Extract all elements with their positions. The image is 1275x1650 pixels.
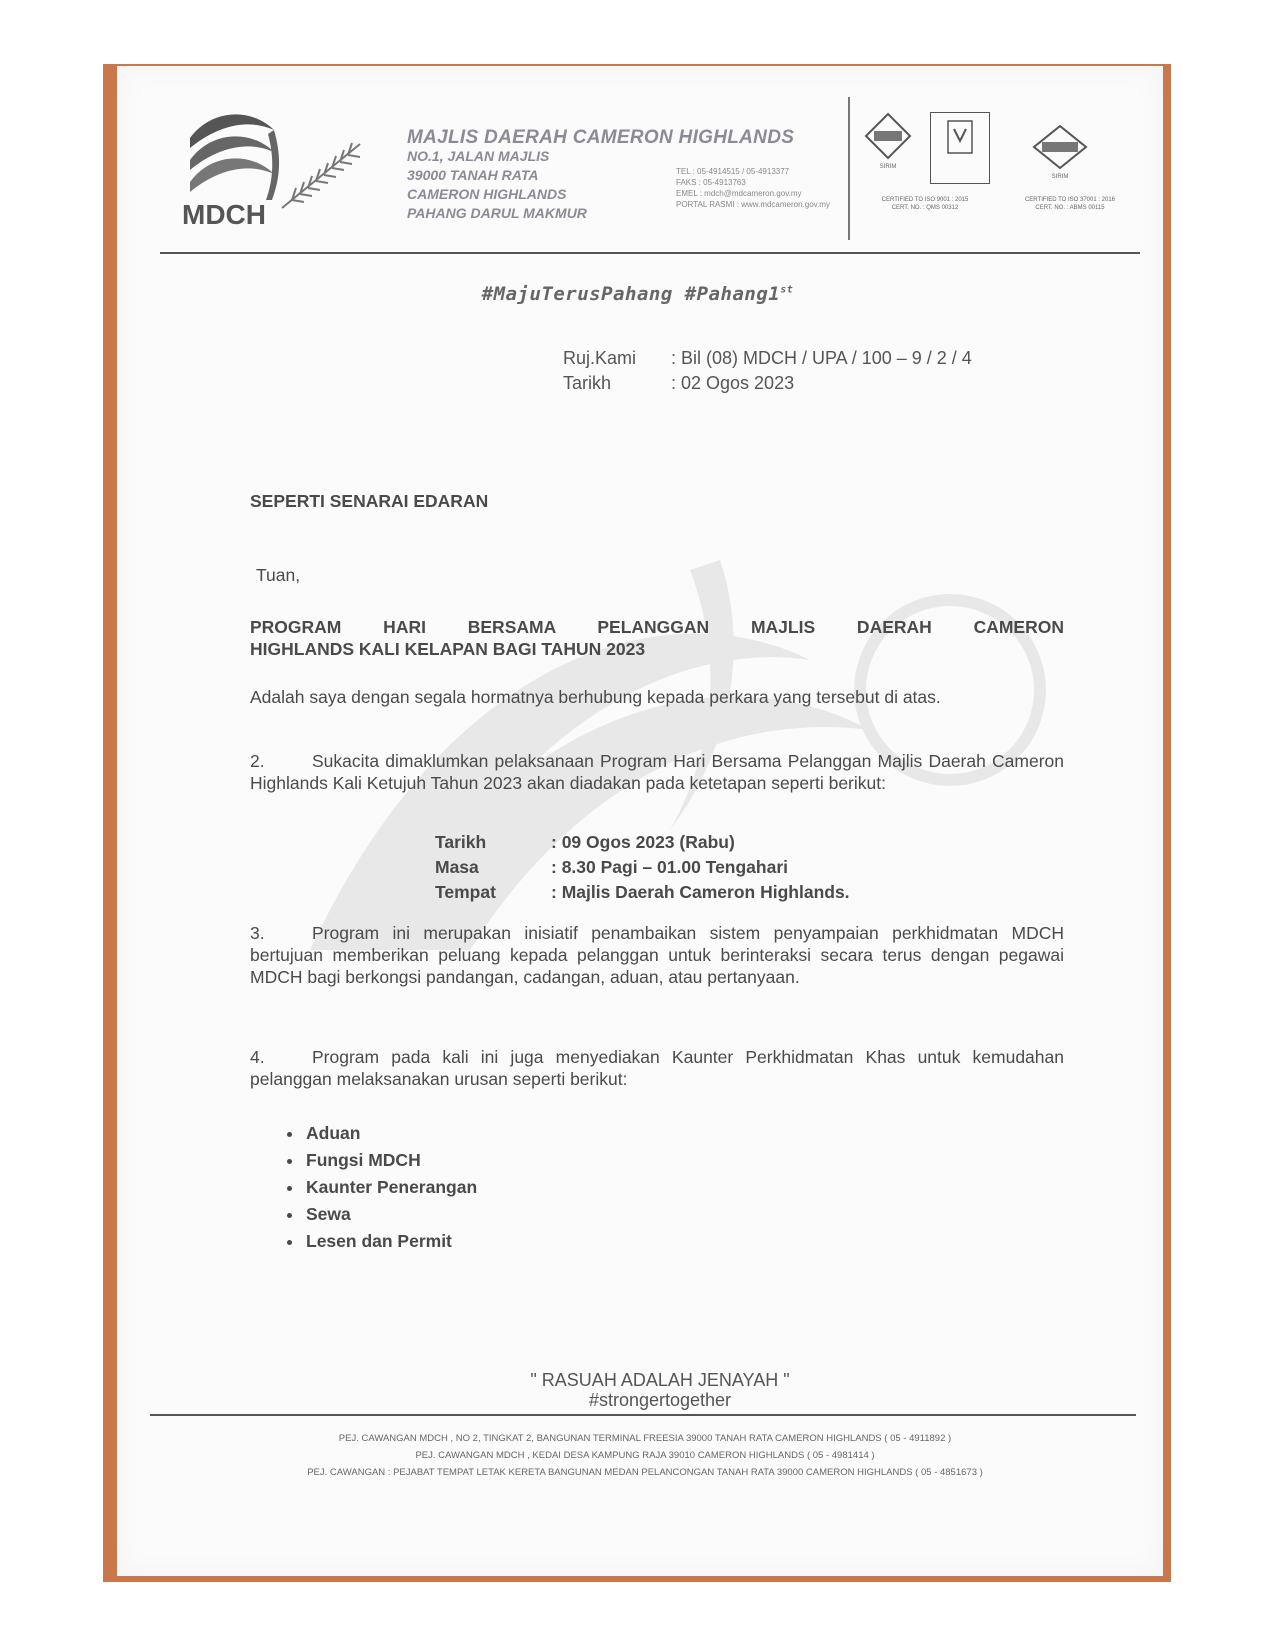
ref-value: : Bil (08) MDCH / UPA / 100 – 9 / 2 / 4 — [671, 348, 972, 368]
detail-date-label: Tarikh — [435, 832, 487, 852]
detail-time-label: Masa — [435, 857, 479, 877]
detail-date-value: : 09 Ogos 2023 (Rabu) — [551, 832, 735, 852]
cert-badge-3 — [1030, 124, 1090, 181]
letterhead-rule — [160, 252, 1140, 254]
footer-line-3: PEJ. CAWANGAN : PEJABAT TEMPAT LETAK KERETA BANGUNAN MEDAN PELANCONGAN TANAH RATA 39000 CAMERON HIGHLANDS ( 05 - 4851673 ) — [307, 1467, 983, 1478]
paragraph-4-number: 4. — [250, 1047, 265, 1067]
subject-line-1: PROGRAM HARI BERSAMA PELANGGAN MAJLIS DAERAH CAMERON — [250, 617, 1064, 637]
letterhead-divider — [848, 97, 850, 240]
cert2-line: CERTIFIED TO ISO 37001 : 2016 — [1024, 197, 1116, 203]
org-address-1: NO.1, JALAN MAJLIS — [407, 148, 550, 164]
contact-tel: TEL : 05-4914515 / 05-4913377 — [676, 167, 790, 176]
paragraph-3 — [250, 922, 1064, 988]
paragraph-4 — [250, 1046, 1064, 1090]
ref-label: Ruj.Kami — [563, 348, 637, 368]
recipient: SEPERTI SENARAI EDARAN — [250, 491, 489, 511]
org-address-2: 39000 TANAH RATA — [407, 167, 539, 183]
contact-block — [676, 166, 830, 210]
paragraph-3-number: 3. — [250, 923, 265, 943]
paragraph-1: Adalah saya dengan segala hormatnya berhubung kepada perkara yang tersebut di atas. — [250, 687, 941, 707]
sirim-abms-mark-icon — [1032, 124, 1088, 170]
detail-venue-value: : Majlis Daerah Cameron Highlands. — [551, 882, 850, 902]
cert1-line: CERTIFIED TO ISO 9001 : 2015 — [881, 197, 969, 203]
footer-addresses — [160, 1430, 1130, 1481]
motto-line-2: #strongertogether — [588, 1390, 732, 1410]
paragraph-2-text: Sukacita dimaklumkan pelaksanaan Program Hari Bersama Pelanggan Majlis Daerah Cameron Highlands Kali Ketujuh Tahun 2023 akan diadakan pada ketetapan seperti berikut: — [250, 751, 1064, 793]
date-label: Tarikh — [563, 373, 612, 393]
accreditation-mark-icon — [945, 119, 975, 159]
paragraph-3-text: Program ini merupakan inisiatif penambaikan sistem penyampaian perkhidmatan MDCH bertujuan memberikan peluang kepada pelanggan untuk berinteraksi secara terus dengan pegawai MDCH bagi berkongsi pandangan, cadangan, aduan, atau pertanyaan. — [250, 923, 1064, 987]
cert1-label: SIRIM — [879, 164, 897, 170]
list-item: • Fungsi MDCH — [304, 1147, 477, 1174]
cert2-number: CERT. NO. : ABMS 00115 — [1035, 205, 1105, 211]
cert1-text — [855, 196, 995, 212]
subject-line-2: HIGHLANDS KALI KELAPAN BAGI TAHUN 2023 — [250, 639, 646, 659]
footer-line-1: PEJ. CAWANGAN MDCH , NO 2, TINGKAT 2, BANGUNAN TERMINAL FREESIA 39000 TANAH RATA CAMERON HIGHLANDS ( 05 - 4911892 ) — [338, 1433, 952, 1444]
contact-email: EMEL : mdch@mdcameron.gov.my — [676, 189, 802, 198]
list-item: • Aduan — [304, 1120, 477, 1147]
detail-venue-label: Tempat — [435, 882, 496, 902]
footer-rule — [150, 1414, 1136, 1416]
cert-badge-1 — [858, 112, 918, 171]
motto-line-1: " RASUAH ADALAH JENAYAH " — [530, 1370, 790, 1390]
subject-heading — [250, 616, 1064, 660]
reference-block — [563, 346, 972, 396]
salutation: Tuan, — [256, 565, 301, 585]
footer-line-2: PEJ. CAWANGAN MDCH , KEDAI DESA KAMPUNG RAJA 39010 CAMERON HIGHLANDS ( 05 - 4981414 ) — [415, 1450, 875, 1461]
detail-time-value: : 8.30 Pagi – 01.00 Tengahari — [551, 857, 789, 877]
org-name: MAJLIS DAERAH CAMERON HIGHLANDS — [407, 127, 795, 148]
cert-badge-2 — [930, 112, 990, 184]
cert2-text — [1000, 196, 1140, 212]
contact-fax: FAKS : 05-4913763 — [676, 178, 746, 187]
paragraph-2 — [250, 750, 1064, 794]
paragraph-2-number: 2. — [250, 751, 265, 771]
footer-motto — [0, 1370, 1275, 1410]
org-address-3: CAMERON HIGHLANDS — [407, 186, 567, 202]
event-details — [435, 830, 850, 905]
sirim-mark-icon — [864, 112, 912, 160]
org-address-4: PAHANG DARUL MAKMUR — [407, 205, 587, 221]
list-item: • Lesen dan Permit — [304, 1228, 477, 1255]
slogan-sup: st — [780, 284, 794, 296]
slogan — [0, 283, 1275, 305]
logo-text: MDCH — [182, 199, 266, 230]
paragraph-4-text: Program pada kali ini juga menyediakan Kaunter Perkhidmatan Khas untuk kemudahan pelanggan melaksanakan urusan seperti berikut: — [250, 1047, 1064, 1089]
cert2-label: SIRIM — [1051, 174, 1069, 180]
services-list — [278, 1120, 477, 1255]
date-value: : 02 Ogos 2023 — [671, 373, 795, 393]
slogan-text: #MajuTerusPahang #Pahang1 — [481, 283, 781, 305]
contact-portal: PORTAL RASMI : www.mdcameron.gov.my — [676, 200, 830, 209]
list-item: • Sewa — [304, 1201, 477, 1228]
list-item: • Kaunter Penerangan — [304, 1174, 477, 1201]
mdch-logo — [182, 108, 382, 230]
cert1-number: CERT. NO. : QMS 00312 — [891, 205, 959, 211]
